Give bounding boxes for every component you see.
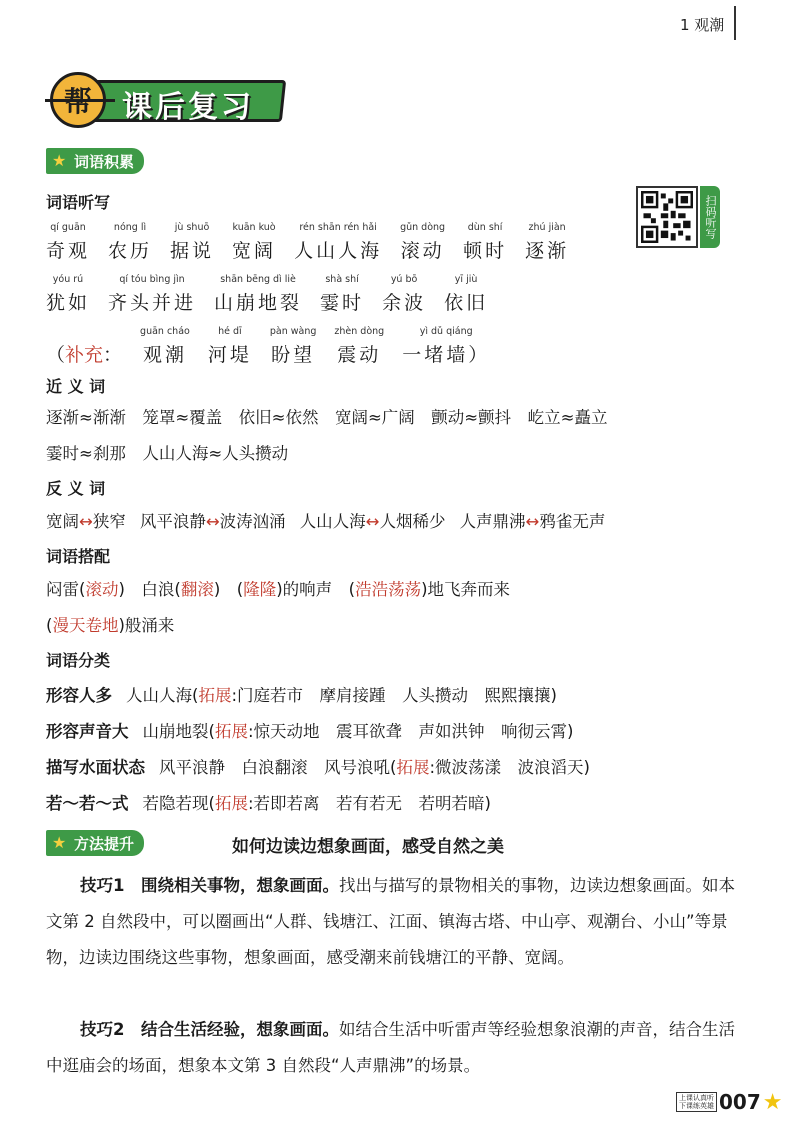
dictation-word [46, 274, 90, 315]
hanzi: 逐渐 [525, 240, 570, 262]
dictation-word [400, 222, 445, 263]
star-icon: ★ [52, 151, 67, 170]
dictation-word [444, 274, 488, 315]
classify-row: 形容人多 人山人海(拓展:门庭若市 摩肩接踵 人头攒动 熙熙攘攘) [46, 686, 557, 705]
qr-code-icon [641, 191, 693, 243]
classify-heading: 词语分类 [46, 651, 111, 670]
classify-row: 描写水面状态 风平浪静 白浪翻滚 风号浪吼(拓展:微波荡漾 波浪滔天) [46, 758, 590, 777]
dictation-word [108, 274, 196, 315]
method-title: 如何边读边想象画面，感受自然之美 [232, 837, 504, 857]
pinyin: yī jiù [454, 274, 478, 285]
pinyin: nóng lì [113, 222, 147, 233]
hanzi: 盼望 [271, 344, 316, 366]
pinyin: zhú jiàn [528, 222, 566, 233]
dictation-word [46, 222, 90, 263]
hanzi: 据说 [170, 240, 215, 262]
hanzi: 奇观 [46, 240, 91, 262]
pinyin: yì dǔ qiáng [419, 326, 473, 337]
antonym-pair: 宽阔↔狭窄 [46, 512, 126, 531]
method-tag: ★ 方法提升 [46, 830, 144, 856]
pinyin: gǔn dòng [400, 222, 446, 233]
dictation-heading: 词语听写 [46, 193, 111, 212]
dictation-word [208, 326, 252, 367]
tip-2-paragraph: 技巧2 结合生活经验，想象画面。如结合生活中听雷声等经验想象浪潮的声音，结合生活中逛庙会的场面，想象本文第 3 自然段“人声鼎沸”的场景。 [46, 1020, 735, 1075]
hanzi: 观潮 [142, 344, 187, 366]
collocation-line-2: (漫天卷地)般涌来 [46, 616, 175, 635]
antonym-line [46, 508, 605, 532]
pinyin: rén shān rén hǎi [299, 222, 377, 233]
hanzi: 余波 [382, 292, 427, 314]
pinyin: shà shí [325, 274, 359, 285]
dictation-row-1 [46, 222, 587, 263]
antonym-heading: 反 义 词 [46, 479, 106, 498]
dictation-word [320, 274, 364, 315]
dictation-word [214, 274, 302, 315]
synonym-line-2: 霎时≈刹那 人山人海≈人头攒动 [46, 444, 289, 463]
dictation-word [232, 222, 276, 263]
vocab-tag: ★ 词语积累 [46, 148, 144, 174]
dictation-row-2 [46, 274, 506, 315]
footer-slogan: 上课认真听 下课练英雄 [676, 1092, 717, 1112]
pinyin: guān cháo [140, 326, 190, 337]
hanzi: 山崩地裂 [214, 292, 303, 314]
pinyin: jù shuō [174, 222, 210, 233]
tip-1-paragraph: 技巧1 围绕相关事物，想象画面。找出与描写的景物相关的事物，边读边想象画面。如本文第 2 自然段中，可以圈画出“人群、钱塘江、江面、镇海古塔、中山亭、观潮台、小山”等景物，边读边围绕这些事物，想象画面，感受潮来前钱塘江的平静、宽阔。 [46, 876, 735, 967]
antonym-pair: 风平浪静↔波涛汹涌 [139, 512, 286, 531]
hanzi: 河堤 [207, 344, 252, 366]
banner-title: 课后复习 [122, 90, 254, 125]
qr-code[interactable] [636, 186, 698, 248]
pinyin: yú bō [390, 274, 418, 285]
dictation-word [334, 326, 384, 367]
dictation-word [108, 222, 152, 263]
qr-label[interactable]: 扫码听写 [700, 186, 720, 248]
pinyin: shān bēng dì liè [220, 274, 296, 285]
dictation-word [140, 326, 190, 367]
synonym-line-1: 逐渐≈渐渐 笼罩≈覆盖 依旧≈依然 宽阔≈广阔 颤动≈颤抖 屹立≈矗立 [46, 408, 608, 427]
pinyin: pàn wàng [269, 326, 317, 337]
hanzi: 依旧 [444, 292, 489, 314]
pinyin: hé dī [218, 326, 242, 337]
hanzi: 宽阔 [232, 240, 277, 262]
hanzi: 一堵墙） [402, 344, 491, 366]
hanzi: 齐头并进 [108, 292, 197, 314]
dictation-row-3 [46, 326, 508, 367]
dictation-word [463, 222, 507, 263]
hanzi: 人山人海 [294, 240, 383, 262]
pinyin: yóu rú [52, 274, 84, 285]
hanzi: 霎时 [320, 292, 365, 314]
pinyin: kuān kuò [232, 222, 276, 233]
pinyin: zhèn dòng [334, 326, 385, 337]
antonym-pair: 人声鼎沸↔鸦雀无声 [459, 512, 606, 531]
dictation-word [402, 326, 490, 367]
antonym-pair: 人山人海↔人烟稀少 [299, 512, 446, 531]
page-number: 007 [719, 1090, 761, 1114]
dictation-word [294, 222, 382, 263]
pinyin: qí guān [50, 222, 86, 233]
star-icon: ★ [52, 833, 67, 852]
collocation-heading: 词语搭配 [46, 547, 111, 566]
hanzi: 震动 [337, 344, 382, 366]
chapter-title: 1 观潮 [680, 16, 725, 34]
dictation-word [382, 274, 426, 315]
classify-row: 若～若～式 若隐若现(拓展:若即若离 若有若无 若明若暗) [46, 794, 491, 813]
pinyin: dùn shí [467, 222, 503, 233]
banner-badge: 帮 [50, 72, 106, 128]
hanzi: 农历 [108, 240, 153, 262]
dictation-word [270, 326, 317, 367]
section-banner [50, 72, 286, 128]
collocation-line-1: 闷雷(滚动) 白浪(翻滚) (隆隆)的响声 (浩浩荡荡)地飞奔而来 [46, 580, 510, 599]
dictation-word [525, 222, 569, 263]
dictation-word [170, 222, 214, 263]
star-icon: ★ [762, 1089, 783, 1115]
classify-row: 形容声音大 山崩地裂(拓展:惊天动地 震耳欲聋 声如洪钟 响彻云霄) [46, 722, 574, 741]
page-footer [676, 1090, 782, 1114]
hanzi: 顿时 [463, 240, 508, 262]
hanzi: 滚动 [400, 240, 445, 262]
header-divider [734, 6, 736, 40]
synonym-heading: 近 义 词 [46, 377, 106, 396]
pinyin: qí tóu bìng jìn [119, 274, 185, 285]
hanzi: 犹如 [46, 292, 91, 314]
supplement-prefix: （补充： [46, 344, 123, 366]
